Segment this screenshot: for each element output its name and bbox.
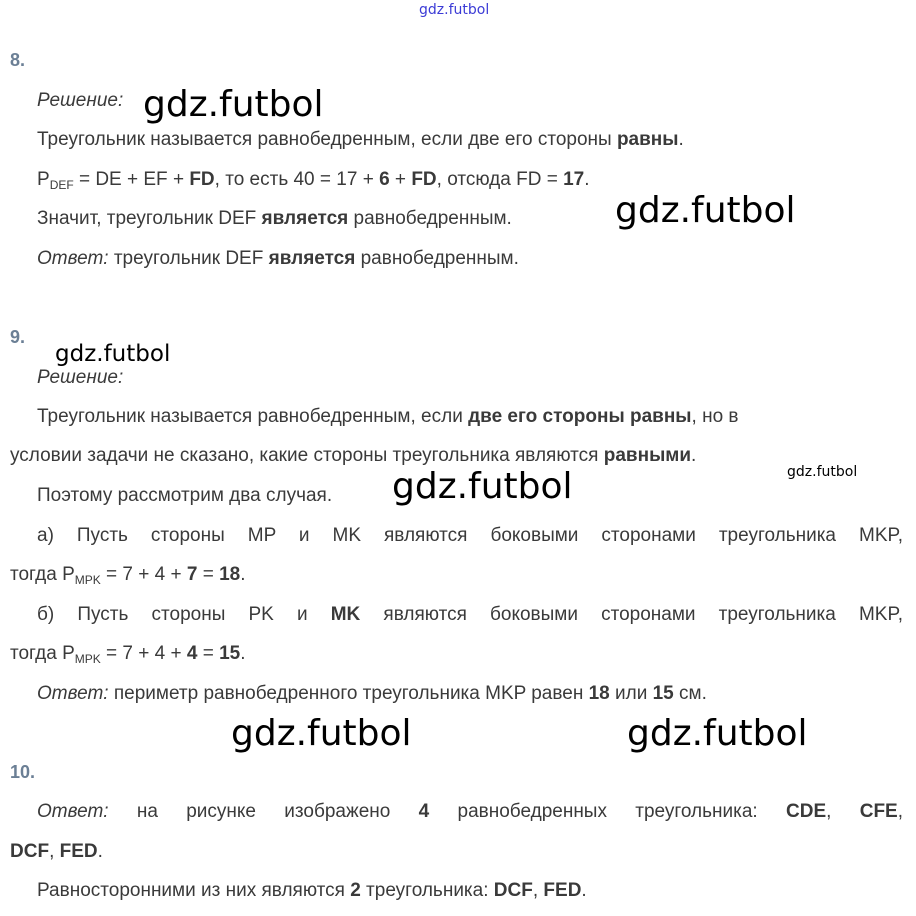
task-9-answer: Ответ: периметр равнобедренного треугольника MKP равен 18 или 15 см. <box>37 683 707 704</box>
watermark: gdz.futbol <box>627 713 808 754</box>
task-8-line-2: $P_{DEF}$ = DE + EF + FD, то есть 40 = 17 + 6 + FD, отсюда FD = 17. <box>37 169 590 192</box>
watermark: gdz.futbol <box>787 464 858 480</box>
task-10-line-1: Ответ: на рисунке изображено 4 равнобедренных треугольника: CDE, CFE, <box>37 801 903 822</box>
task-8-line-1: Треугольник называется равнобедренным, если две его стороны равны. <box>37 129 684 150</box>
watermark: gdz.futbol <box>615 190 796 231</box>
task-9-line-2: условии задачи не сказано, какие стороны треугольника являются равными. <box>10 445 697 466</box>
header-watermark: gdz.futbol <box>419 2 490 18</box>
watermark: gdz.futbol <box>143 84 324 125</box>
watermark: gdz.futbol <box>231 713 412 754</box>
task-8-solution-label: Решение: <box>37 90 124 111</box>
task-8-line-3: Значит, треугольник DEF является равнобедренным. <box>37 208 512 229</box>
task-9-number: 9. <box>10 327 26 347</box>
watermark: gdz.futbol <box>392 466 573 507</box>
task-8-number: 8. <box>10 50 26 70</box>
watermark: gdz.futbol <box>55 341 171 367</box>
task-10-line-2: DCF, FED. <box>10 841 103 862</box>
task-9-case-a-line-1: а) Пусть стороны MP и MK являются боковыми сторонами треугольника MKP, <box>37 525 903 546</box>
task-9-case-b-line-1: б) Пусть стороны PK и MK являются боковыми сторонами треугольника MKP, <box>37 604 903 625</box>
task-9-line-1: Треугольник называется равнобедренным, если две его стороны равны, но в <box>37 406 739 427</box>
task-9-solution-label: Решение: <box>37 367 124 388</box>
task-8-answer: Ответ: треугольник DEF является равнобедренным. <box>37 248 519 269</box>
task-10-number: 10. <box>10 762 36 782</box>
task-9-line-3: Поэтому рассмотрим два случая. <box>37 485 333 506</box>
task-9-case-a-line-2: тогда $P_{MPK} = 7 + 4 + 7 = 18$. <box>10 564 246 587</box>
task-9-case-b-line-2: тогда $P_{MPK} = 7 + 4 + 4 = 15$. <box>10 643 246 666</box>
task-10-line-3: Равносторонними из них являются 2 треугольника: DCF, FED. <box>37 880 587 901</box>
